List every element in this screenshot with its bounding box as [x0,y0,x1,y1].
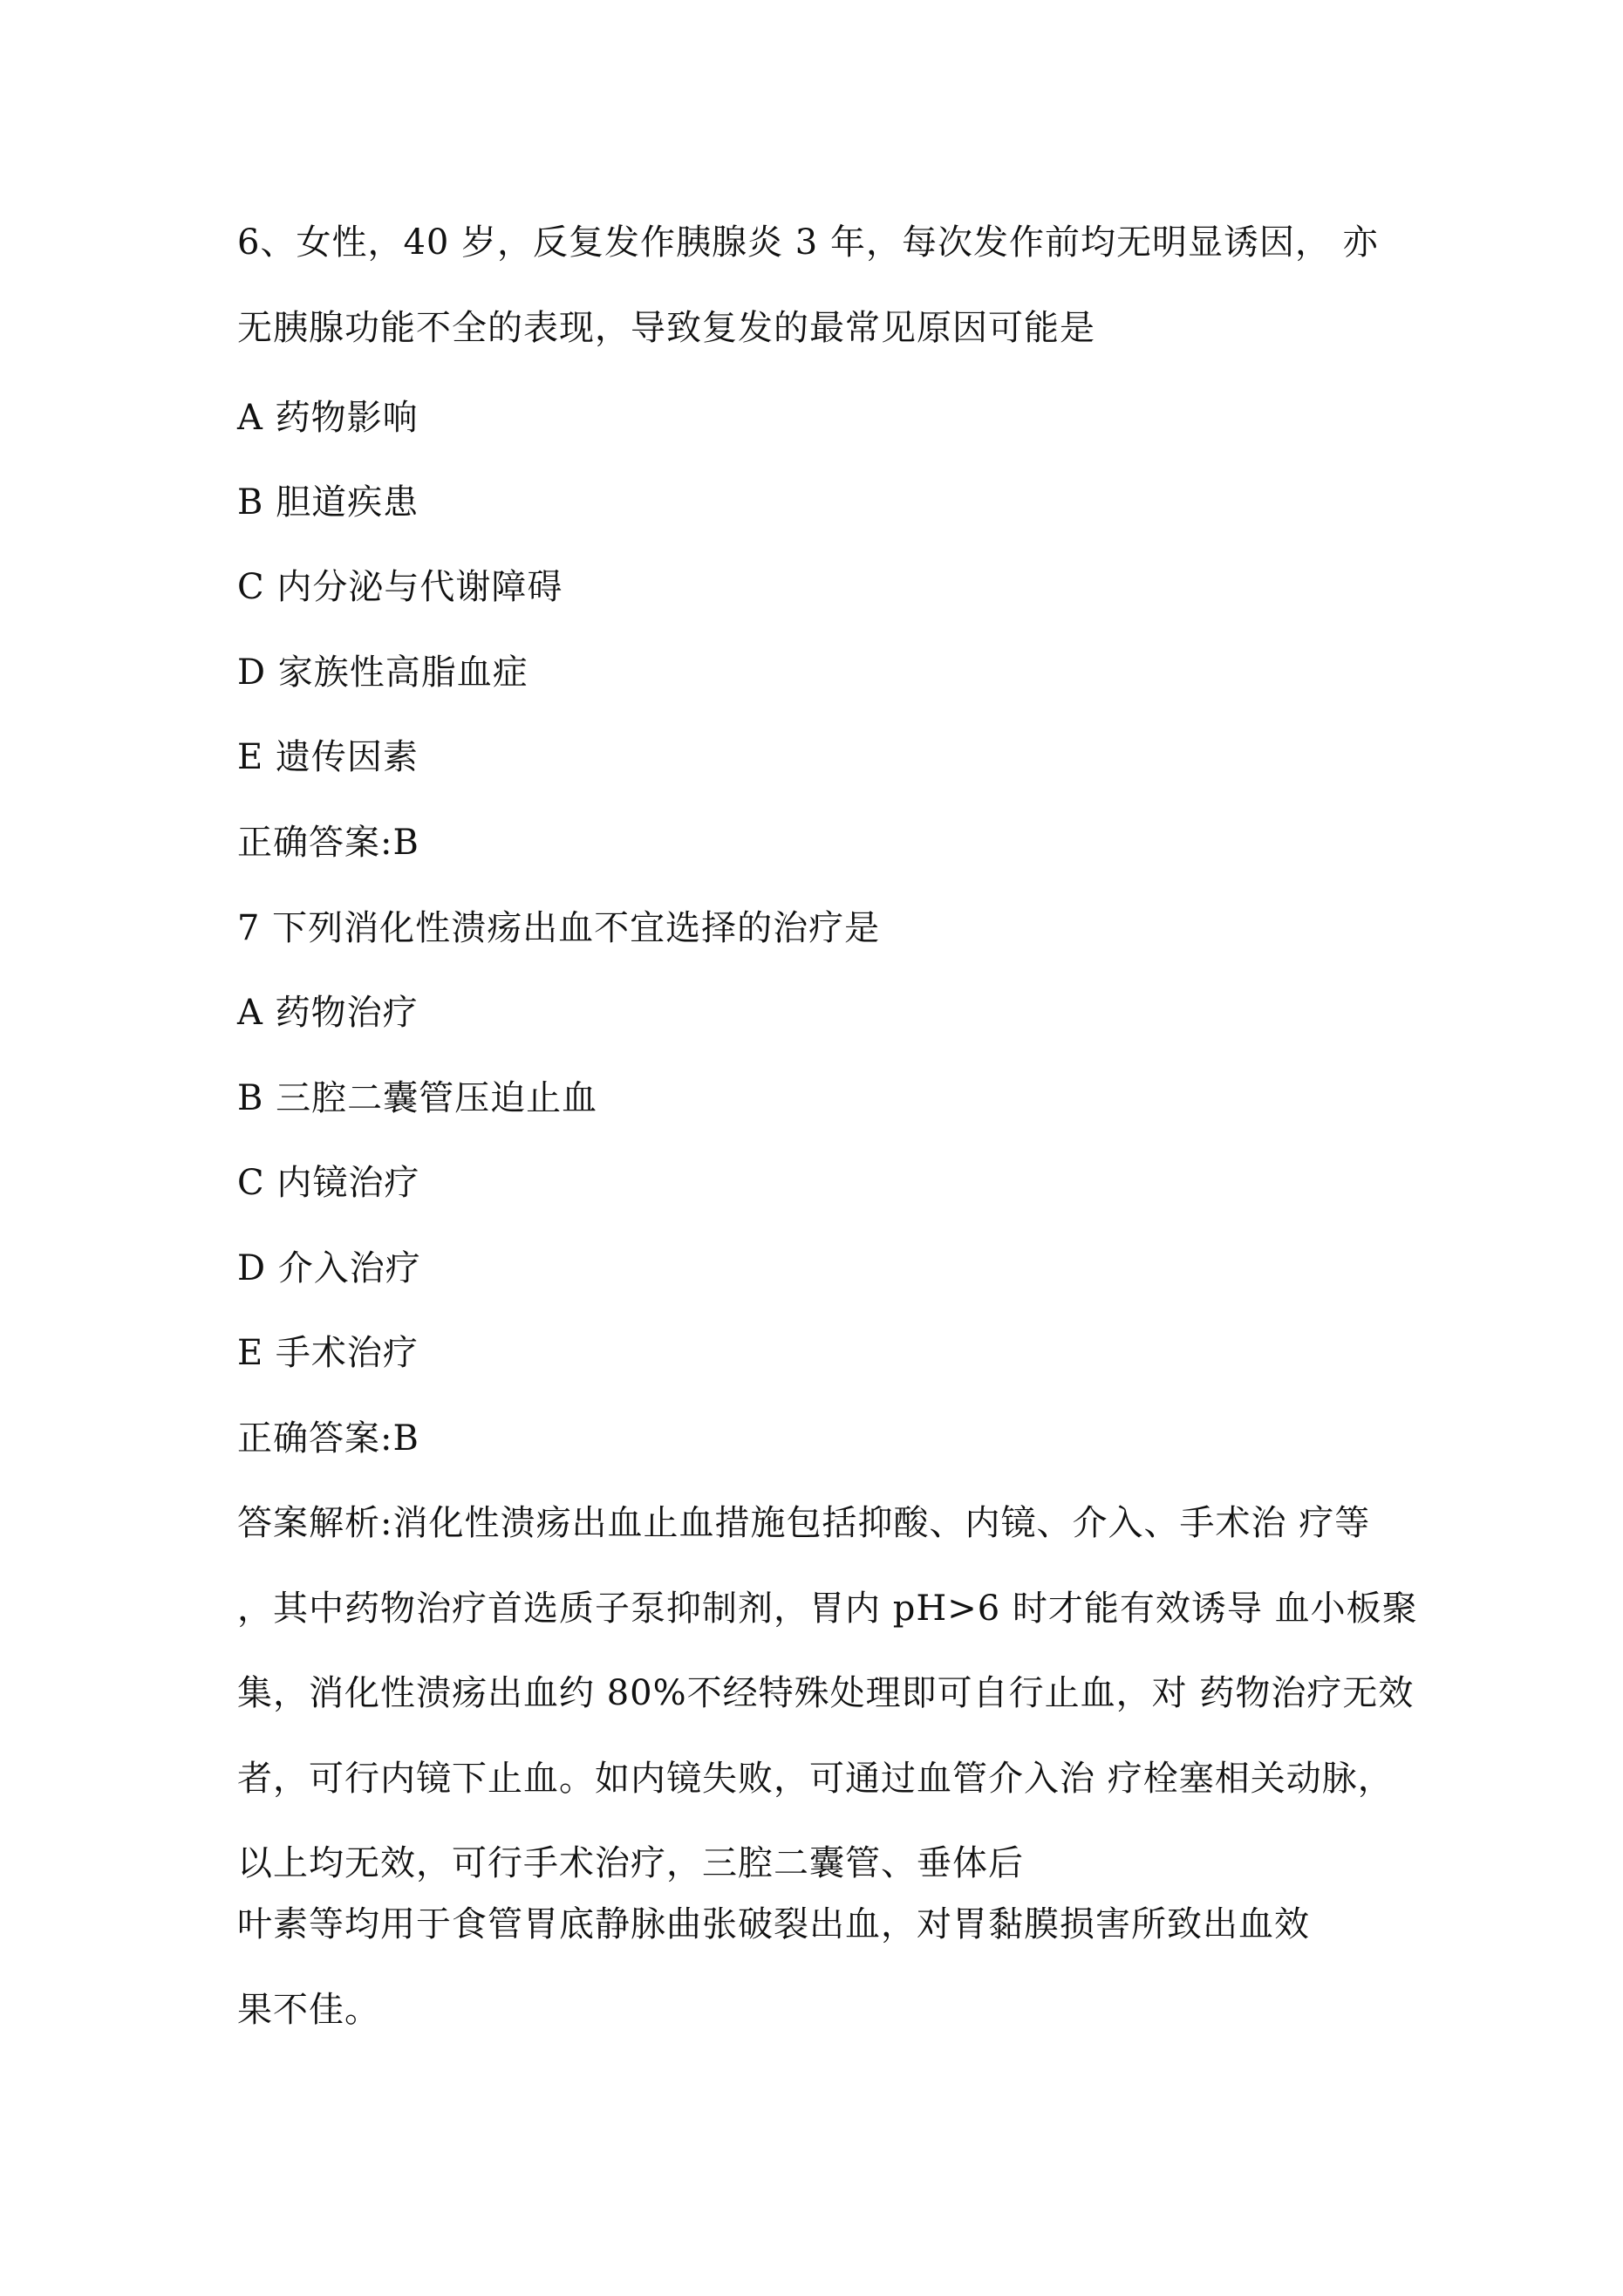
question-6-option-a: A 药物影响 [237,398,419,438]
question-7-analysis-line-5: 以上均无效，可行手术治疗，三腔二囊管、垂体后 [237,1843,1024,1883]
question-6-stem-line-1: 6、女性，40 岁，反复发作胰腺炎 3 年，每次发作前均无明显诱因， 亦 [237,222,1379,263]
question-7-analysis-line-2: ，其中药物治疗首选质子泵抑制剂，胃内 pH>6 时才能有效诱导 血小板聚 [237,1589,1418,1629]
question-7-option-d: D 介入治疗 [237,1248,421,1288]
question-7-option-e: E 手术治疗 [237,1333,419,1373]
question-6-answer: 正确答案:B [237,823,419,863]
question-6-option-d: D 家族性高脂血症 [237,653,528,693]
question-6-option-c: C 内分泌与代谢障碍 [237,567,563,607]
question-6-stem-line-2: 无胰腺功能不全的表现，导致复发的最常见原因可能是 [237,308,1095,348]
question-6-option-b: B 胆道疾患 [237,482,419,523]
question-7-option-c: C 内镜治疗 [237,1163,420,1203]
question-7-analysis-line-3: 集，消化性溃疡出血约 80%不经特殊处理即可自行止血，对 药物治疗无效 [237,1673,1415,1713]
question-7-option-a: A 药物治疗 [237,993,419,1033]
question-7-stem: 7 下列消化性溃疡出血不宜选择的治疗是 [237,908,881,948]
question-7-option-b: B 三腔二囊管压迫止血 [237,1078,598,1118]
question-6-option-e: E 遗传因素 [237,737,419,777]
question-7-analysis-line-6: 叶素等均用于食管胃底静脉曲张破裂出血，对胃黏膜损害所致出血效 [237,1904,1310,1944]
question-7-analysis-line-1: 答案解析:消化性溃疡出血止血措施包括抑酸、内镜、介入、手术治 疗等 [237,1503,1371,1543]
question-7-analysis-line-4: 者，可行内镜下止血。如内镜失败，可通过血管介入治 疗栓塞相关动脉， [237,1759,1394,1799]
question-7-analysis-line-7: 果不佳。 [237,1990,380,2030]
question-7-answer: 正确答案:B [237,1418,419,1459]
